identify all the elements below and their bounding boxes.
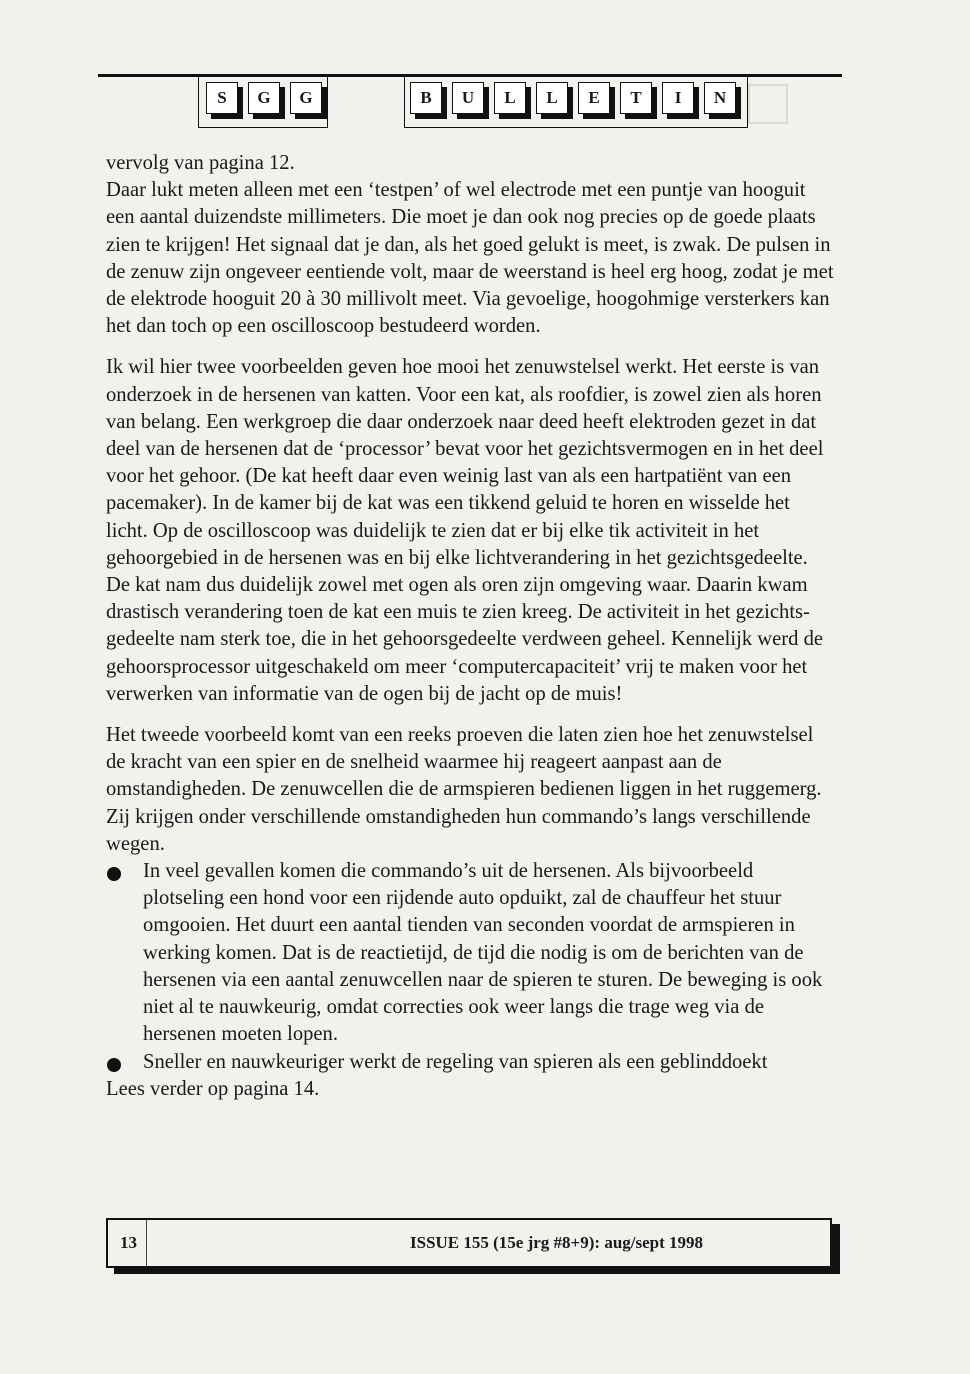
list-item — [106, 1049, 836, 1076]
logo-letter: S — [206, 82, 238, 114]
article-body — [106, 150, 836, 1103]
list-item — [106, 858, 836, 1048]
logo-letter: E — [578, 82, 610, 114]
bullet-list — [106, 858, 836, 1076]
bullet-icon — [107, 867, 121, 881]
logo-letter: L — [536, 82, 568, 114]
bullet-text: In veel gevallen komen die commando’s uit de hersenen. Als bijvoorbeeld plotseling een hond voor een rijdende auto opduikt, zal de chauffeur het stuur omgooien. Het duurt een aantal tienden van seconden voordat de armspieren in werking komen. Dat is de reactietijd, de tijd die nodig is om de berichten van de hersenen via een aantal zenuwcellen naar de spieren te sturen. De beweging is ook niet al te nauwkeurig, omdat correcties ook weer langs die trage weg via de hersenen moeten lopen. — [143, 860, 823, 1046]
logo-letter: B — [410, 82, 442, 114]
continued-on-note: Lees verder op pagina 14. — [106, 1077, 320, 1100]
continued-from-note: vervolg van pagina 12. — [106, 152, 295, 174]
logo-letter: I — [662, 82, 694, 114]
bullet-text: Sneller en nauwkeuriger werkt de regeling van spieren als een geblinddoekt — [143, 1050, 768, 1073]
logo-letter: G — [290, 82, 322, 114]
footer-divider — [146, 1220, 147, 1266]
paragraph-measuring: Daar lukt meten alleen met een ‘testpen’ of wel electrode met een puntje van hooguit een aantal duizendste millimeters. Die moet je dan ook nog precies op de goede plaats zien te krijgen! Het signaal dat je dan, als het goed gelukt is meet, is zwak. De pulsen in de zenuw zijn ongeveer eentiende volt, maar de weerstand is heel erg hoog, zodat je met de elektrode hooguit 20 à 30 millivolt meet. Via gevoelige, hoogohmige versterkers kan het dan toch op een oscilloscoop bestudeerd worden. — [106, 179, 834, 338]
sgg-bulletin-logo — [0, 82, 970, 132]
logo-letter: G — [248, 82, 280, 114]
paragraph-second-example: Het tweede voorbeeld komt van een reeks proeven die laten zien hoe het zenuwstelsel de kracht van een spier en de snelheid waarmee hij reageert aanpast aan de omstandigheden. De zenuwcellen die de armspieren bedienen liggen in het ruggemerg. Zij krijgen onder verschillende omstandigheden hun commando’s langs verschillende wegen. — [106, 724, 822, 855]
logo-letter: U — [452, 82, 484, 114]
logo-letter: L — [494, 82, 526, 114]
logo-letter: T — [620, 82, 652, 114]
bullet-icon — [107, 1058, 121, 1072]
page-footer — [106, 1218, 832, 1268]
logo-letter: N — [704, 82, 736, 114]
issue-info: ISSUE 155 (15e jrg #8+9): aug/sept 1998 — [410, 1233, 704, 1252]
paragraph-cat-example: Ik wil hier twee voorbeelden geven hoe mooi het zenuwstelsel werkt. Het eerste is van onderzoek in de hersenen van katten. Voor een kat, als roofdier, is zowel zien als horen van belang. Een werkgroep die daar onderzoek naar deed heeft elektroden gezet in dat deel van de hersenen dat de ‘processor’ bevat voor het gezichtsvermogen en in het deel voor het gehoor. (De kat heeft daar even weinig last van als een hartpatiënt van een pacemaker). In de kamer bij de kat was een tikkend geluid te horen en wisselde het licht. Op de oscilloscoop was duidelijk te zien dat er bij elke tik activiteit in het gehoorgebied in de hersenen was en bij elke lichtverandering in het gezichtsgedeelte. De kat nam dus duidelijk zowel met ogen als oren zijn omgeving waar. Daarin kwam drastisch verandering toen de kat een muis te zien kreeg. De activiteit in het gezichts-gedeelte nam sterk toe, die in het gehoorsgedeelte verdween geheel. Kennelijk werd de gehoorsprocessor uitgeschakeld om meer ‘computercapaciteit’ vrij te maken voor het verwerken van informatie van de ogen bij de jacht op de muis! — [106, 356, 824, 705]
page-number: 13 — [120, 1233, 137, 1252]
